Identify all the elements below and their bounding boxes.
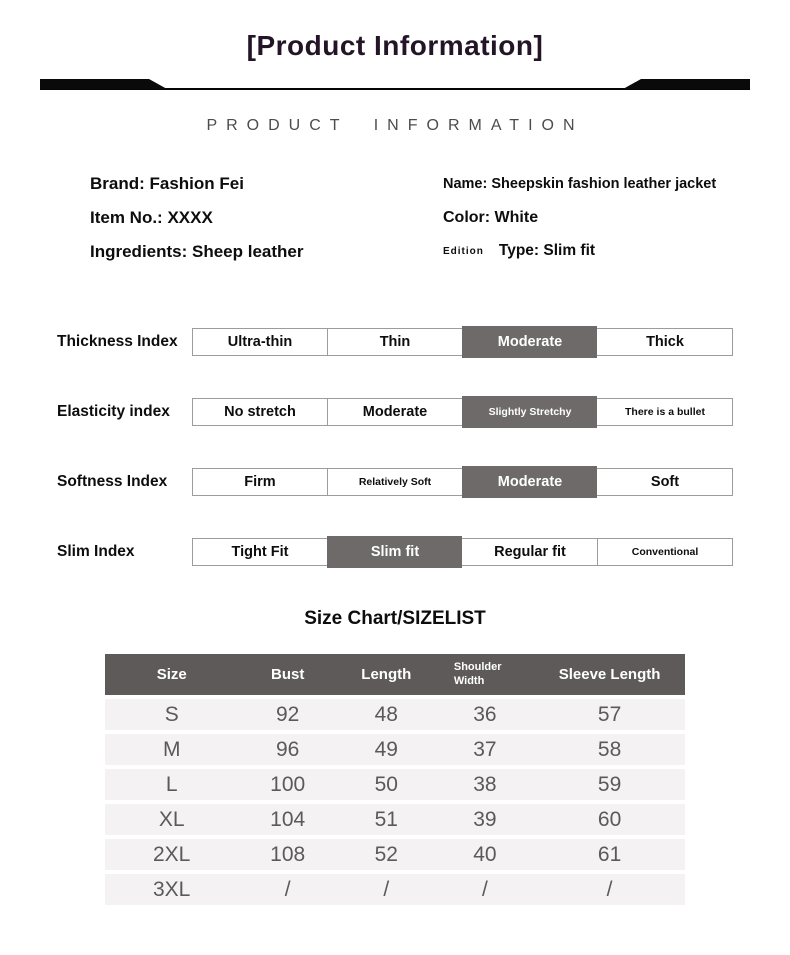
- index-option: No stretch: [224, 404, 296, 420]
- size-cell-label: 3XL: [153, 877, 191, 901]
- size-cell-value: 61: [597, 842, 622, 866]
- size-cell-value: 100: [270, 772, 306, 796]
- index-row: [0, 468, 790, 496]
- index-row-label: Thickness Index: [57, 333, 178, 350]
- index-option-selected: Slim fit: [327, 536, 462, 568]
- size-cell-label: XL: [158, 807, 185, 831]
- size-cell-value: 108: [270, 842, 306, 866]
- size-cell-value: 58: [597, 737, 622, 761]
- item-no-line: Item No.: XXXX: [90, 208, 213, 227]
- brand-line: Brand: Fashion Fei: [90, 174, 244, 193]
- size-cell-value: 39: [473, 807, 497, 831]
- size-cell-label: S: [164, 702, 179, 726]
- index-option: Relatively Soft: [327, 469, 462, 495]
- index-option: Tight Fit: [231, 544, 289, 560]
- index-row: [0, 538, 790, 566]
- index-row-label: Elasticity index: [57, 403, 170, 420]
- index-row-label: Softness Index: [57, 473, 168, 490]
- size-table-row: [105, 839, 685, 870]
- index-option-strip: [192, 328, 733, 356]
- index-option: Thin: [327, 329, 462, 355]
- product-info-section: [0, 174, 790, 276]
- index-option: Soft: [650, 474, 680, 490]
- index-row: [0, 398, 790, 426]
- product-type-line: [443, 241, 750, 262]
- product-info-left-column: [90, 174, 443, 276]
- size-cell-value: 52: [374, 842, 398, 866]
- decorative-divider: [40, 77, 750, 90]
- size-cell-value: 59: [597, 772, 622, 796]
- size-cell-value: 36: [473, 702, 497, 726]
- size-cell-value: 48: [374, 702, 398, 726]
- section-subtitle: PRODUCT INFORMATION: [206, 117, 584, 134]
- index-option: Thick: [646, 334, 684, 350]
- size-chart-table: [105, 654, 685, 905]
- size-cell-value: 51: [374, 807, 398, 831]
- index-row-label: Slim Index: [57, 543, 135, 560]
- size-table-header-cell-label: Shoulder Width: [453, 661, 502, 687]
- edition-label: Edition: [443, 246, 484, 257]
- ingredients-line: Ingredients: Sheep leather: [90, 242, 304, 261]
- size-table-header-cell: Sleeve Length: [558, 666, 661, 683]
- product-info-right-column: [443, 174, 750, 276]
- size-cell-value: /: [383, 877, 390, 901]
- index-option: Firm: [244, 474, 276, 490]
- index-option: Moderate: [327, 399, 462, 425]
- index-option-selected: Slightly Stretchy: [462, 396, 597, 428]
- size-cell-label: L: [165, 772, 178, 796]
- product-color-line: Color: White: [443, 209, 539, 226]
- size-cell-value: 57: [597, 702, 622, 726]
- size-cell-value: /: [606, 877, 613, 901]
- size-table-header-cell: [436, 661, 535, 687]
- size-table-row: [105, 804, 685, 835]
- size-table-row: [105, 734, 685, 765]
- index-option-strip: [192, 468, 733, 496]
- size-cell-value: 96: [276, 737, 300, 761]
- size-cell-label: 2XL: [153, 842, 191, 866]
- size-cell-value: 37: [473, 737, 497, 761]
- size-cell-value: 40: [473, 842, 497, 866]
- divider-bar-right-icon: [623, 79, 750, 89]
- index-option: Conventional: [597, 539, 732, 565]
- size-cell-value: /: [284, 877, 291, 901]
- index-option: Regular fit: [494, 544, 566, 560]
- page-title: [Product Information]: [246, 30, 544, 61]
- size-cell-value: 60: [597, 807, 622, 831]
- product-name-line: Name: Sheepskin fashion leather jacket: [443, 176, 717, 192]
- divider-bar-left-icon: [40, 79, 167, 89]
- index-option-strip: [192, 538, 733, 566]
- index-section: [0, 328, 790, 566]
- size-cell-value: 92: [276, 702, 300, 726]
- size-cell-value: 49: [374, 737, 398, 761]
- size-cell-value: /: [481, 877, 488, 901]
- index-row: [0, 328, 790, 356]
- type-value: Type: Slim fit: [498, 242, 596, 259]
- size-table-header-cell: Length: [361, 666, 412, 683]
- index-option: There is a bullet: [625, 406, 705, 418]
- index-option-selected: Moderate: [462, 326, 597, 358]
- index-option: Ultra-thin: [227, 334, 293, 350]
- size-cell-label: M: [162, 737, 181, 761]
- size-cell-value: 50: [374, 772, 398, 796]
- size-table-row: [105, 874, 685, 905]
- size-cell-value: 38: [473, 772, 497, 796]
- index-option-selected: Moderate: [462, 466, 597, 498]
- size-table-row: [105, 769, 685, 800]
- size-cell-value: 104: [270, 807, 306, 831]
- index-option-strip: [192, 398, 733, 426]
- size-table-header-cell: Size: [156, 666, 187, 683]
- size-table-header-row: [105, 654, 685, 695]
- size-chart-title: Size Chart/SIZELIST: [304, 608, 486, 629]
- size-table-header-cell: Bust: [271, 666, 305, 683]
- size-table-row: [105, 699, 685, 730]
